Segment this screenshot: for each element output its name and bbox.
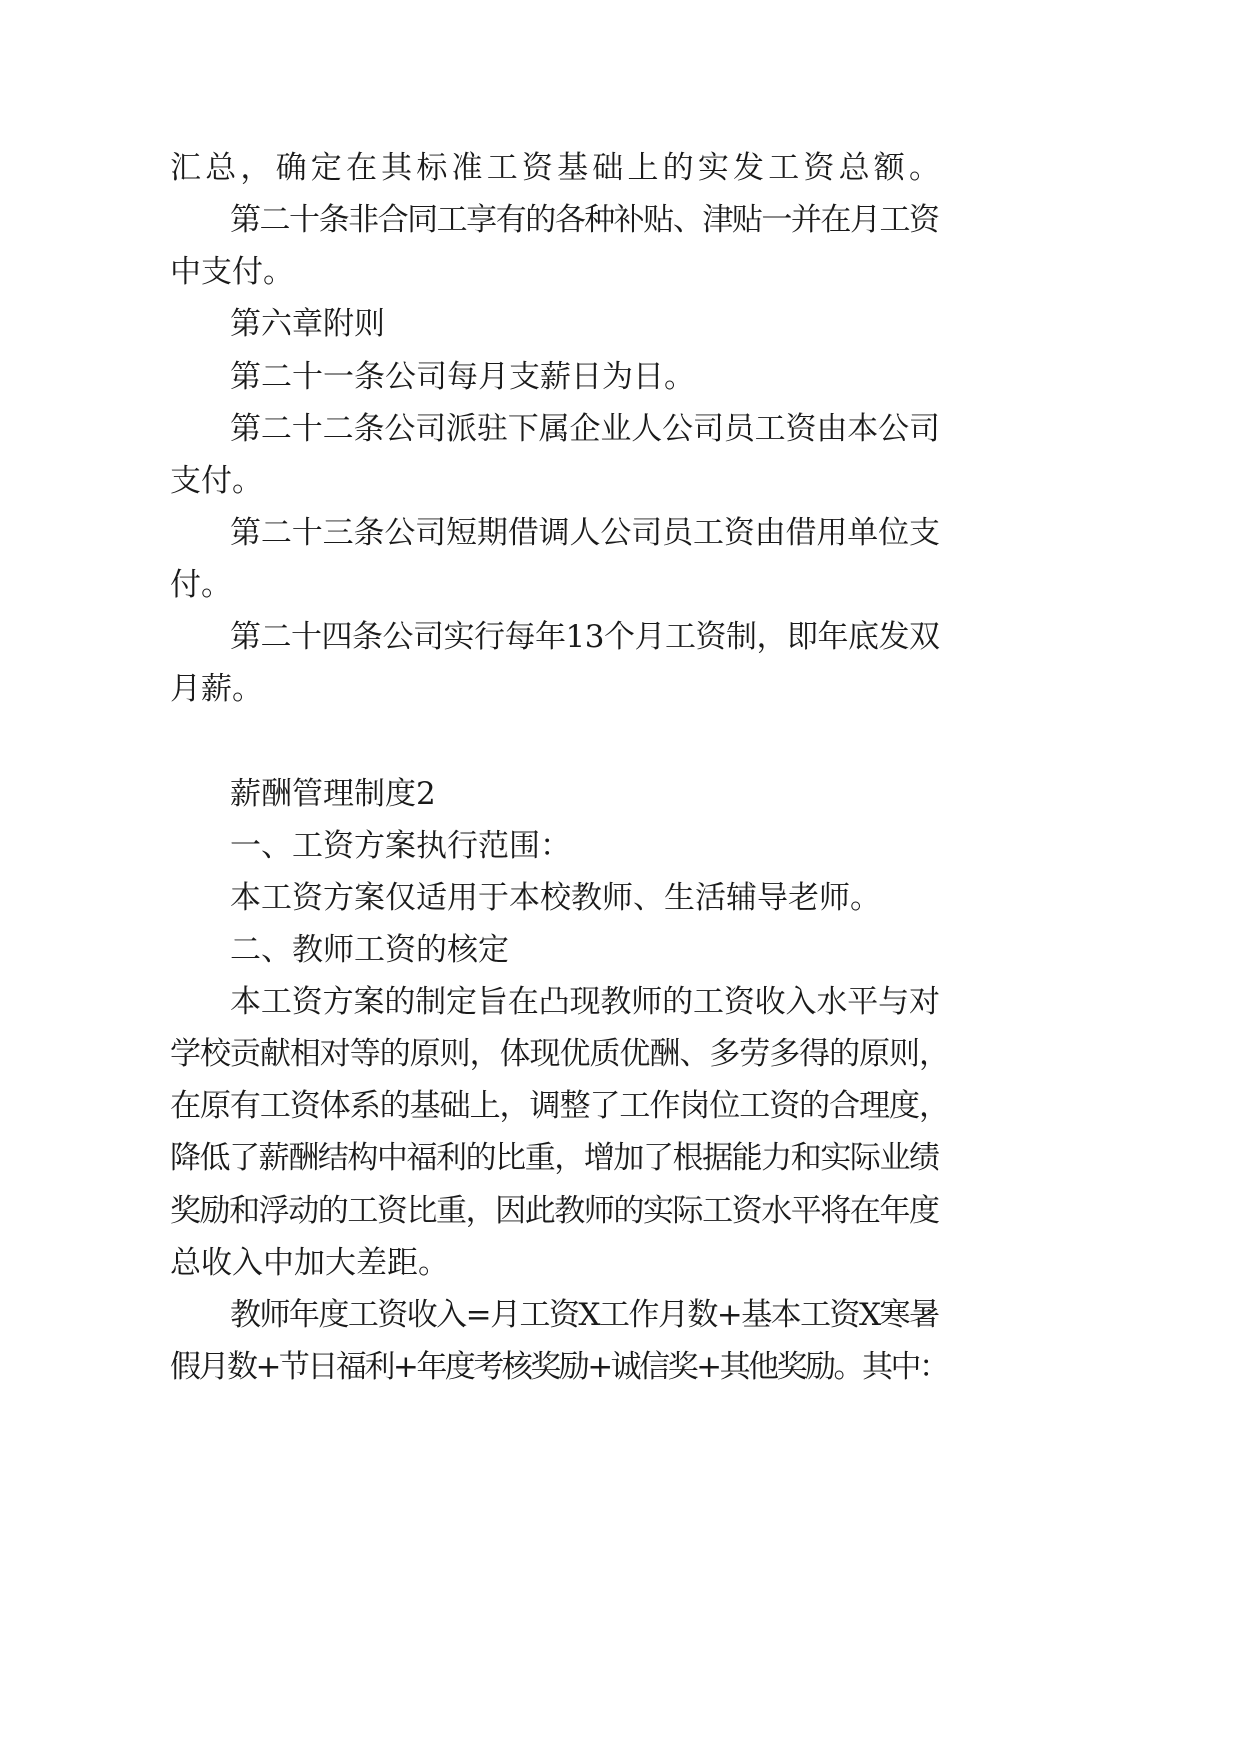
line-text: 奖励和浮动的工资比重，因此教师的实际工资水平将在年度 [170,1193,939,1229]
line-text: 一、工资方案执行范围： [230,828,571,864]
text-line [0,351,1241,409]
line-text: 支付。 [170,463,263,499]
text-line [0,1185,1241,1243]
text-line [0,976,1241,1034]
text-line [0,611,1241,669]
text-line [0,246,1241,304]
line-text: 本工资方案仅适用于本校教师、生活辅导老师。 [230,880,881,916]
line-text: 付。 [170,567,232,603]
text-line [0,507,1241,565]
text-line [0,559,1241,617]
text-line [0,663,1241,721]
text-line [0,298,1241,356]
line-text: 本工资方案的制定旨在凸现教师的工资收入水平与对 [230,984,940,1020]
line-text: 第二十条非合同工享有的各种补贴、津贴一并在月工资 [230,202,939,238]
line-text: 第二十四条公司实行每年13个月工资制，即年底发双 [230,619,940,655]
line-text: 教师年度工资收入=月工资X工作月数+基本工资X寒暑 [230,1297,939,1333]
line-text: 薪酬管理制度2 [230,776,436,812]
line-text: 在原有工资体系的基础上，调整了工作岗位工资的合理度， [170,1088,949,1124]
text-line [0,924,1241,982]
line-text: 第二十三条公司短期借调人公司员工资由借用单位支 [230,515,940,551]
text-line [0,1341,1241,1399]
line-text: 假月数+节日福利+年度考核奖励+诚信奖+其他奖励。其中： [170,1349,948,1385]
text-line [0,1289,1241,1347]
text-line [0,142,1241,200]
line-text: 月薪。 [170,671,263,707]
text-line [0,455,1241,513]
line-text: 降低了薪酬结构中福利的比重，增加了根据能力和实际业绩 [170,1140,939,1176]
text-line [0,1132,1241,1190]
text-line [0,820,1241,878]
text-line [0,1237,1241,1295]
section-title [0,768,1241,826]
line-text: 学校贡献相对等的原则，体现优质优酬、多劳多得的原则， [170,1036,949,1072]
text-line [0,872,1241,930]
line-text: 第二十二条公司派驻下属企业人公司员工资由本公司 [230,411,940,447]
text-line [0,403,1241,461]
line-text: 第二十一条公司每月支薪日为日。 [230,359,695,395]
text-line [0,1028,1241,1086]
line-text: 汇总，确定在其标准工资基础上的实发工资总额。 [170,150,945,186]
text-line [0,1080,1241,1138]
text-line [0,194,1241,252]
line-text: 中支付。 [170,254,294,290]
line-text: 二、教师工资的核定 [230,932,509,968]
line-text: 第六章附则 [230,306,385,342]
line-text: 总收入中加大差距。 [170,1245,449,1281]
